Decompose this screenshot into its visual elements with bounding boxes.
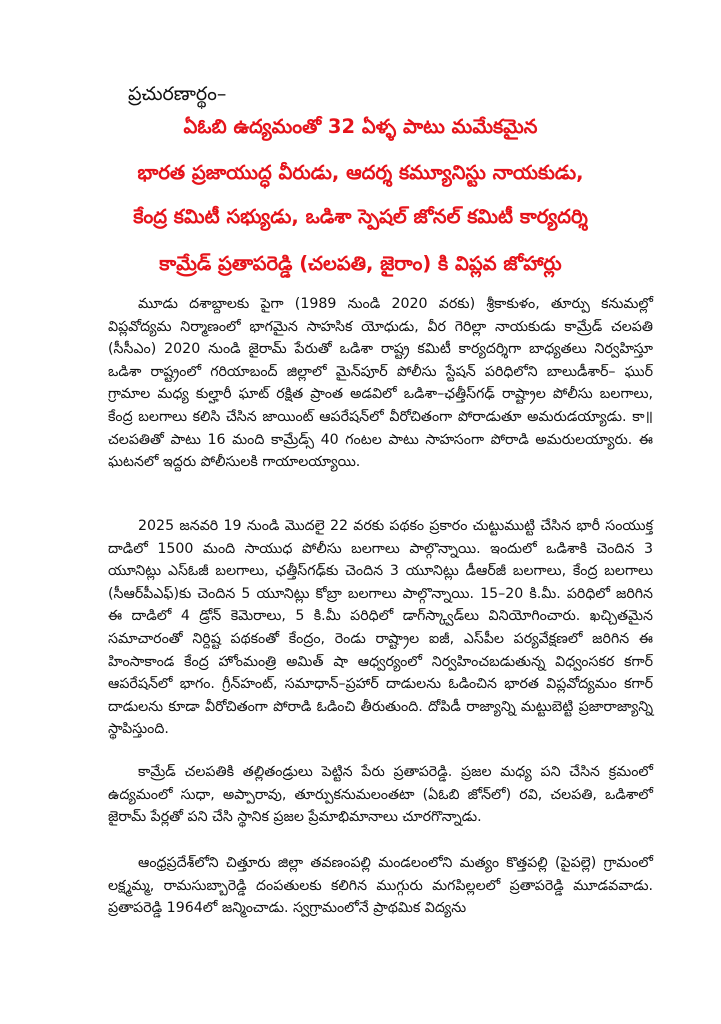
body-paragraph-2: 2025 జనవరి 19 నుండి మొదలై 22 వరకు పథకం ప్రకారం చుట్టుముట్టి చేసిన భారీ సంయుక్త దాడిలో 1500 మంది సాయుధ పోలీసు బలగాలు పాల్గొన్నాయి. ఇందులో ఒడిశాకి చెందిన 3 యూనిట్లు ఎస్‌ఓజీ బలగాలు, ఛత్తీస్‌గఢ్‌కు చెందిన 3 యూనిట్లు డీఆర్‌జీ బలగాలు, కేంద్ర బలగాలు (సీఆర్‌పీఎఫ్)కు చెందిన 5 యూనిట్లు కోబ్రా బలగాలు పాల్గొన్నాయి. 15–20 కి.మీ. పరిధిలో జరిగిన ఈ దాడిలో 4 డ్రోన్ కెమెరాలు, 5 కి.మీ పరిధిలో డాగ్‌స్క్వాడ్‌లు వినియోగించారు. ఖచ్చితమైన సమాచారంతో నిర్దిష్ట పథకంతో కేంద్రం, రెండు రాష్ట్రాల ఐజీ, ఎస్‌పీల పర్యవేక్షణలో జరిగిన ఈ హింసాకాండ కేంద్ర హోంమంత్రి అమిత్ షా ఆధ్వర్యంలో నిర్వహించబడుతున్న విధ్వంసకర కగార్ ఆపరేషన్‌లో భాగం. గ్రీన్‌హంట్, సమాధాన్–ప్రహార్ దాడులను ఓడించిన భారత విప్లవోద్యమం కగార్ దాడులను కూడా వీరోచితంగా పోరాడి ఓడించి తీరుతుంది. దోపిడీ రాజ్యాన్ని మట్టుబెట్టి ప్రజారాజ్యాన్ని స్థాపిస్తుంది. (108, 518, 653, 738)
body-paragraph-4: ఆంధ్రప్రదేశ్‌లోని చిత్తూరు జిల్లా తవణంపల్లి మండలంలోని మత్యం కొత్తపల్లి (పైపల్లె) గ్రామంలో లక్ష్మమ్మ, రామసుబ్బారెడ్డి దంపతులకు కలిగిన ముగ్గురు మగపిల్లలలో ప్రతాపరెడ్డి మూడవవాడు. ప్రతాపరెడ్డి 1964లో జన్మించాడు. స్వగ్రామంలోనే ప్రాథమిక విద్యను (108, 855, 653, 917)
title-line-4 (20, 251, 701, 277)
title-line-3 (20, 204, 701, 230)
press-release-label: ప్రచురణార్థం– (128, 83, 227, 105)
title-line-2 (20, 160, 701, 186)
title-line-1 (20, 114, 701, 140)
body-paragraph-3: కామ్రేడ్ చలపతికి తల్లితండ్రులు పెట్టిన పేరు ప్రతాపరెడ్డి. ప్రజల మధ్య పని చేసిన క్రమంలో ఉద్యమంలో సుధా, అప్పారావు, తూర్పుకనుమలంతటా (ఏఓబి జోన్‌లో) రవి, చలపతి, ఒడిశాలో జైరామ్ పేర్లతో పని చేసి స్థానిక ప్రజల ప్రేమాభిమానాలు చూరగొన్నాడు. (108, 764, 653, 826)
title-text-2: భారత ప్రజాయుద్ధ వీరుడు, ఆదర్శ కమ్యూనిస్టు నాయకుడు, (137, 161, 584, 184)
title-text-1: ఏఓబి ఉద్యమంతో 32 ఏళ్ళ పాటు మమేకమైన (183, 115, 538, 138)
title-text-3: కేంద్ర కమిటీ సభ్యుడు, ఒడిశా స్పెషల్ జోనల్ కమిటీ కార్యదర్శి (133, 205, 588, 228)
title-text-4: కామ్రేడ్ ప్రతాపరెడ్డి (చలపతి, జైరాం) కి విప్లవ జోహార్లు (159, 252, 562, 275)
body-paragraph-1: మూడు దశాబ్దాలకు పైగా (1989 నుండి 2020 వరకు) శ్రీకాకుళం, తూర్పు కనుమల్లో విప్లవోద్యమ నిర్మాణంలో భాగమైన సాహసిక యోధుడు, వీర గెరిల్లా నాయకుడు కామ్రేడ్ చలపతి (సీసీఎం) 2020 నుండి జైరామ్ పేరుతో ఒడిశా రాష్ట్ర కమిటీ కార్యదర్శిగా బాధ్యతలు నిర్వహిస్తూ ఒడిశా రాష్ట్రంలో గరియాబంద్ జిల్లాలో మైన్‌పూర్ పోలీసు స్టేషన్ పరిధిలోని బాలుడీశార్– ఘుర్ గ్రామాల మధ్య కుల్హారీ ఘాట్ రక్షిత ప్రాంత అడవిలో ఒడిశా–ఛత్తీస్‌గఢ్ రాష్ట్రాల పోలీసు బలగాలు, కేంద్ర బలగాలు కలిసి చేసిన జాయింట్ ఆపరేషన్‌లో వీరోచితంగా పోరాడుతూ అమరుడయ్యాడు. కా॥ చలపతితో పాటు 16 మంది కామ్రేడ్స్ 40 గంటల పాటు సాహసంగా పోరాడి అమరులయ్యారు. ఈ ఘటనలో ఇద్దరు పోలీసులకి గాయాలయ్యాయి. (108, 296, 653, 471)
